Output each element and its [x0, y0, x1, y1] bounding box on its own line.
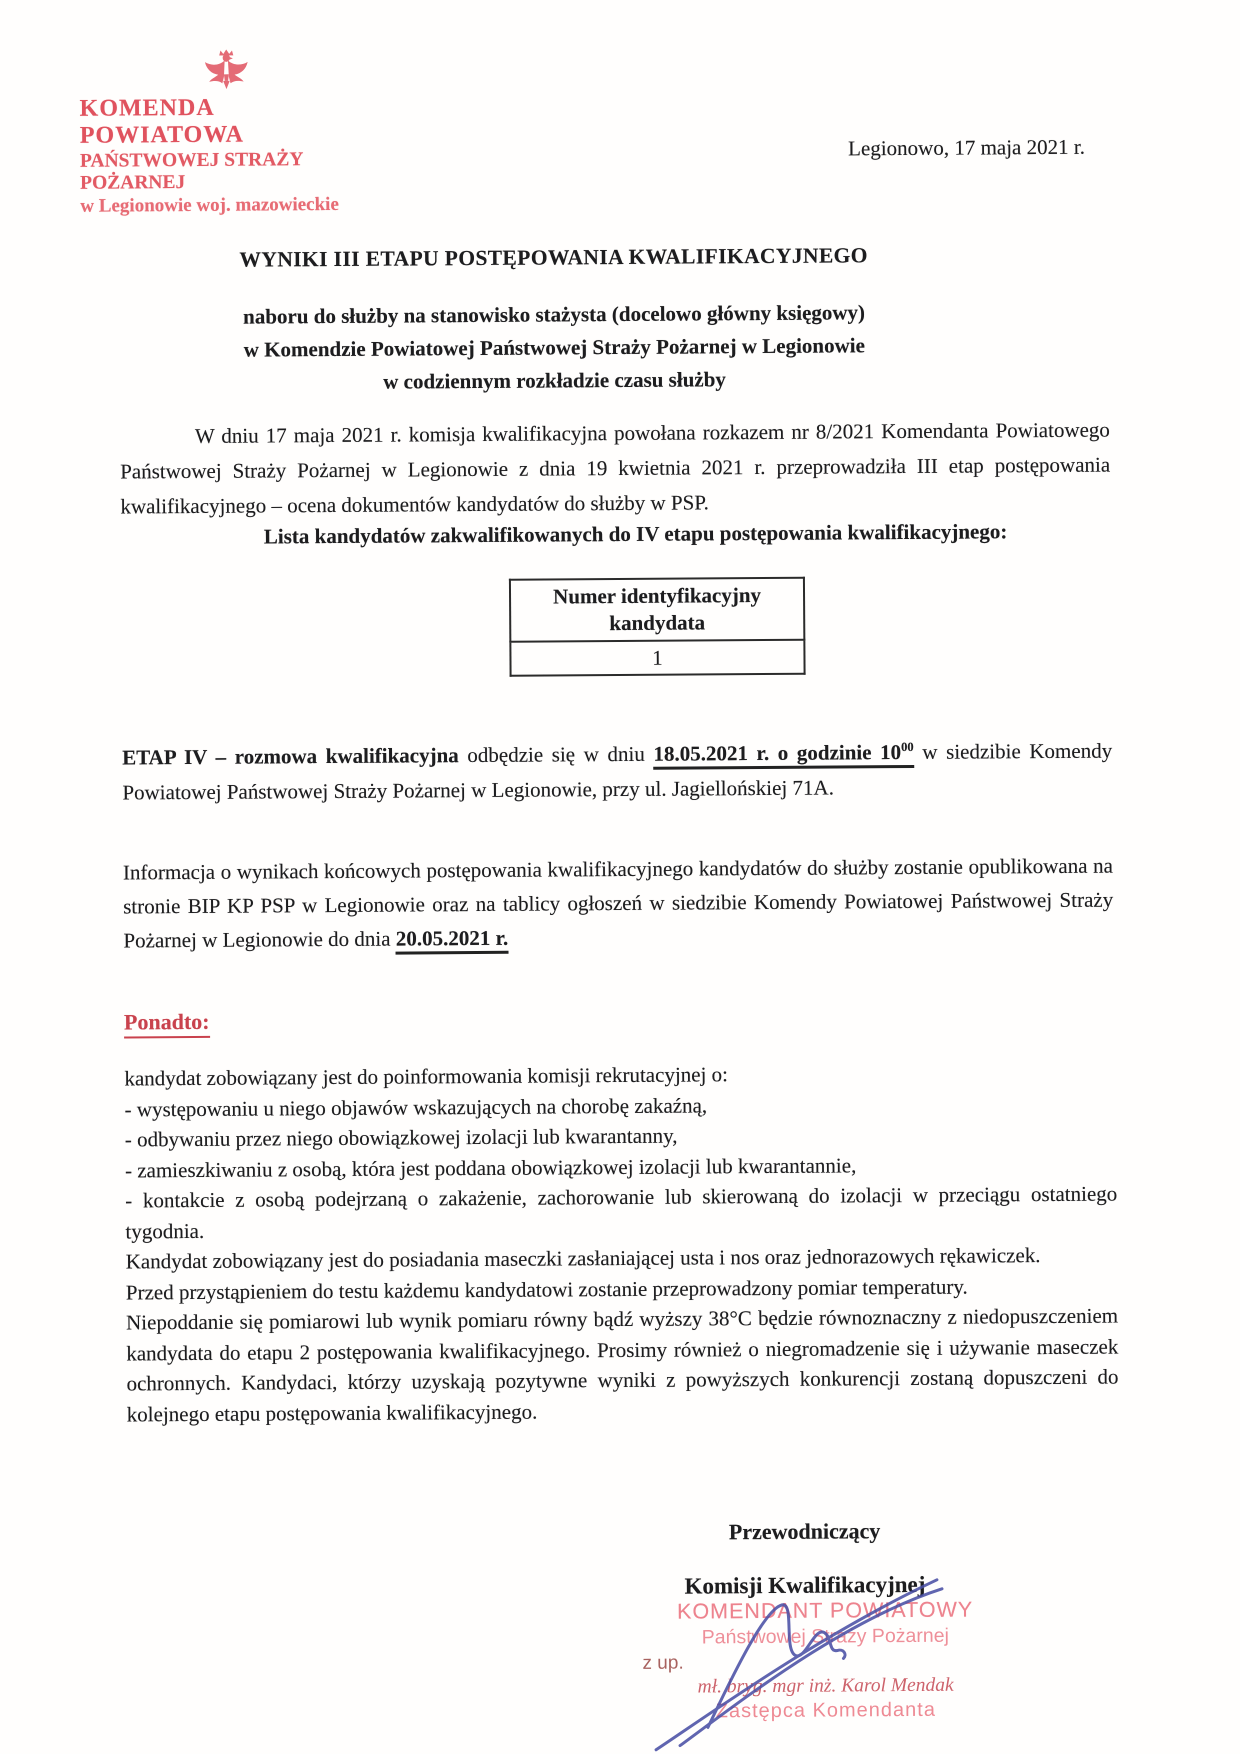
- subtitle-line-2: w Komendzie Powiatowej Państwowej Straży Pożarnej w Legionowie: [243, 333, 865, 362]
- qualified-list-heading: Lista kandydatów zakwalifikowanych do IV etapu postępowania kwalifikacyjnego:: [263, 519, 1008, 549]
- polish-eagle-icon: [201, 45, 251, 91]
- intro-paragraph: W dniu 17 maja 2021 r. komisja kwalifikacyjna powołana rozkazem nr 8/2021 Komendanta Powiatowego Państwowej Straży Pożarnej w Legionowie z dnia 19 kwietnia 2021 r. przeprowadziła III etap postępowania kwalifikacyjnego – ocena dokumentów kandydatów do służby w PSP.: [120, 417, 1111, 519]
- table-header-row: [510, 578, 804, 642]
- etap4-lead: ETAP IV – rozmowa kwalifikacyjna: [122, 743, 459, 770]
- stamp-role-line: KOMENDANT POWIATOWY: [676, 1597, 974, 1624]
- rules-paragraph-2: - występowaniu u niego objawów wskazujących na chorobę zakaźną,: [124, 1092, 708, 1121]
- publication-deadline: 20.05.2021 r.: [396, 926, 509, 955]
- rules-paragraph-3: - odbywaniu przez niego obowiązkowej izolacji lub kwarantanny,: [124, 1123, 678, 1152]
- rules-paragraph-7: Przed przystąpieniem do testu każdemu kandydatowi zostanie przeprowadzony pomiar temperatury.: [125, 1274, 968, 1304]
- publication-info-paragraph: [123, 849, 1114, 958]
- stamp-zup-line: z up.: [642, 1652, 684, 1674]
- candidate-id-cell: 1: [510, 640, 804, 676]
- table-header-cell: Numer identyfikacyjny kandydata: [510, 578, 804, 642]
- subtitle-line-3: w codziennym rozkładzie czasu służby: [383, 367, 726, 394]
- publication-info-body: Informacja o wynikach końcowych postępowania kwalifikacyjnego kandydatów do służby zostanie opublikowana na stronie BIP KP PSP w Legionowie oraz na tablicy ogłoszeń w siedzibie Komendy Powiatowej Państwowej Straży Pożarnej w Legionowie do dnia: [122, 853, 1114, 953]
- covid-rules-block: [124, 1057, 1119, 1430]
- rules-paragraph-8: Niepoddanie się pomiarowi lub wynik pomiaru równy bądź wyższy 38°C będzie równoznaczny z niedopuszczeniem kandydata do etapu 2 postępowania kwalifikacyjnego. Prosimy również o niegromadzenie się i używanie maseczek ochronnych. Kandydaci, którzy uzyskają pozytywne wyniki z powyższych konkurencji zostaną dopuszczeni do kolejnego etapu postępowania kwalifikacyjnego.: [126, 1303, 1119, 1426]
- rules-paragraph-4: - zamieszkiwaniu z osobą, która jest poddana obowiązkowej izolacji lub kwarantannie,: [124, 1152, 857, 1182]
- rules-paragraph-5: - kontakcie z osobą podejrzaną o zakażenie, zachorowanie lub skierowaną do izolacji w przeciągu ostatniego tygodnia.: [125, 1181, 1118, 1243]
- etap4-paragraph: [122, 734, 1112, 811]
- letterhead: [79, 44, 380, 218]
- place-and-date: Legionowo, 17 maja 2021 r.: [848, 134, 1085, 161]
- signature-chairman-title: Przewodniczący: [728, 1518, 881, 1545]
- etap4-rest: w siedzibie Komendy Powiatowej Państwowej Straży Pożarnej w Legionowie, przy ul. Jagiellońskiej 71A.: [122, 738, 1113, 805]
- stamp-deputy-line: Zastępca Komendanta: [715, 1698, 937, 1723]
- etap4-datetime: [653, 740, 914, 770]
- rules-paragraph-1: kandydat zobowiązany jest do poinformowania komisji rekrutacyjnej o:: [124, 1062, 729, 1091]
- rules-paragraph-6: Kandydat zobowiązany jest do posiadania maseczki zasłaniającej usta i nos oraz jednorazowych rękawiczek.: [125, 1243, 1041, 1274]
- handwritten-signature-icon: [585, 1563, 996, 1754]
- document-subtitle: [119, 295, 990, 400]
- etap4-datetime-superscript: 00: [901, 739, 914, 755]
- stamp-org-line: Państwowej Straży Pożarnej: [701, 1624, 949, 1649]
- letterhead-line3: w Legionowie woj. mazowieckie: [80, 193, 339, 217]
- etap4-middle: odbędzie się w dniu: [458, 741, 654, 768]
- letterhead-line1: KOMENDA POWIATOWA: [79, 94, 245, 149]
- document-title: WYNIKI III ETAPU POSTĘPOWANIA KWALIFIKACYJNEGO: [239, 243, 868, 272]
- signature-commission-line: Komisji Kwalifikacyjnej: [684, 1571, 926, 1599]
- table-row: [510, 640, 804, 676]
- candidate-id-table: [509, 577, 806, 677]
- stamp-name-line: mł. bryg. mgr inż. Karol Mendak: [697, 1674, 954, 1698]
- letterhead-line2: PAŃSTWOWEJ STRAŻY POŻARNEJ: [79, 149, 303, 194]
- etap4-datetime-base: 18.05.2021 r. o godzinie 10: [653, 740, 902, 766]
- ponadto-heading: Ponadto:: [124, 1009, 210, 1039]
- subtitle-line-1: naboru do służby na stanowisko stażysta (docelowo główny księgowy): [243, 300, 866, 329]
